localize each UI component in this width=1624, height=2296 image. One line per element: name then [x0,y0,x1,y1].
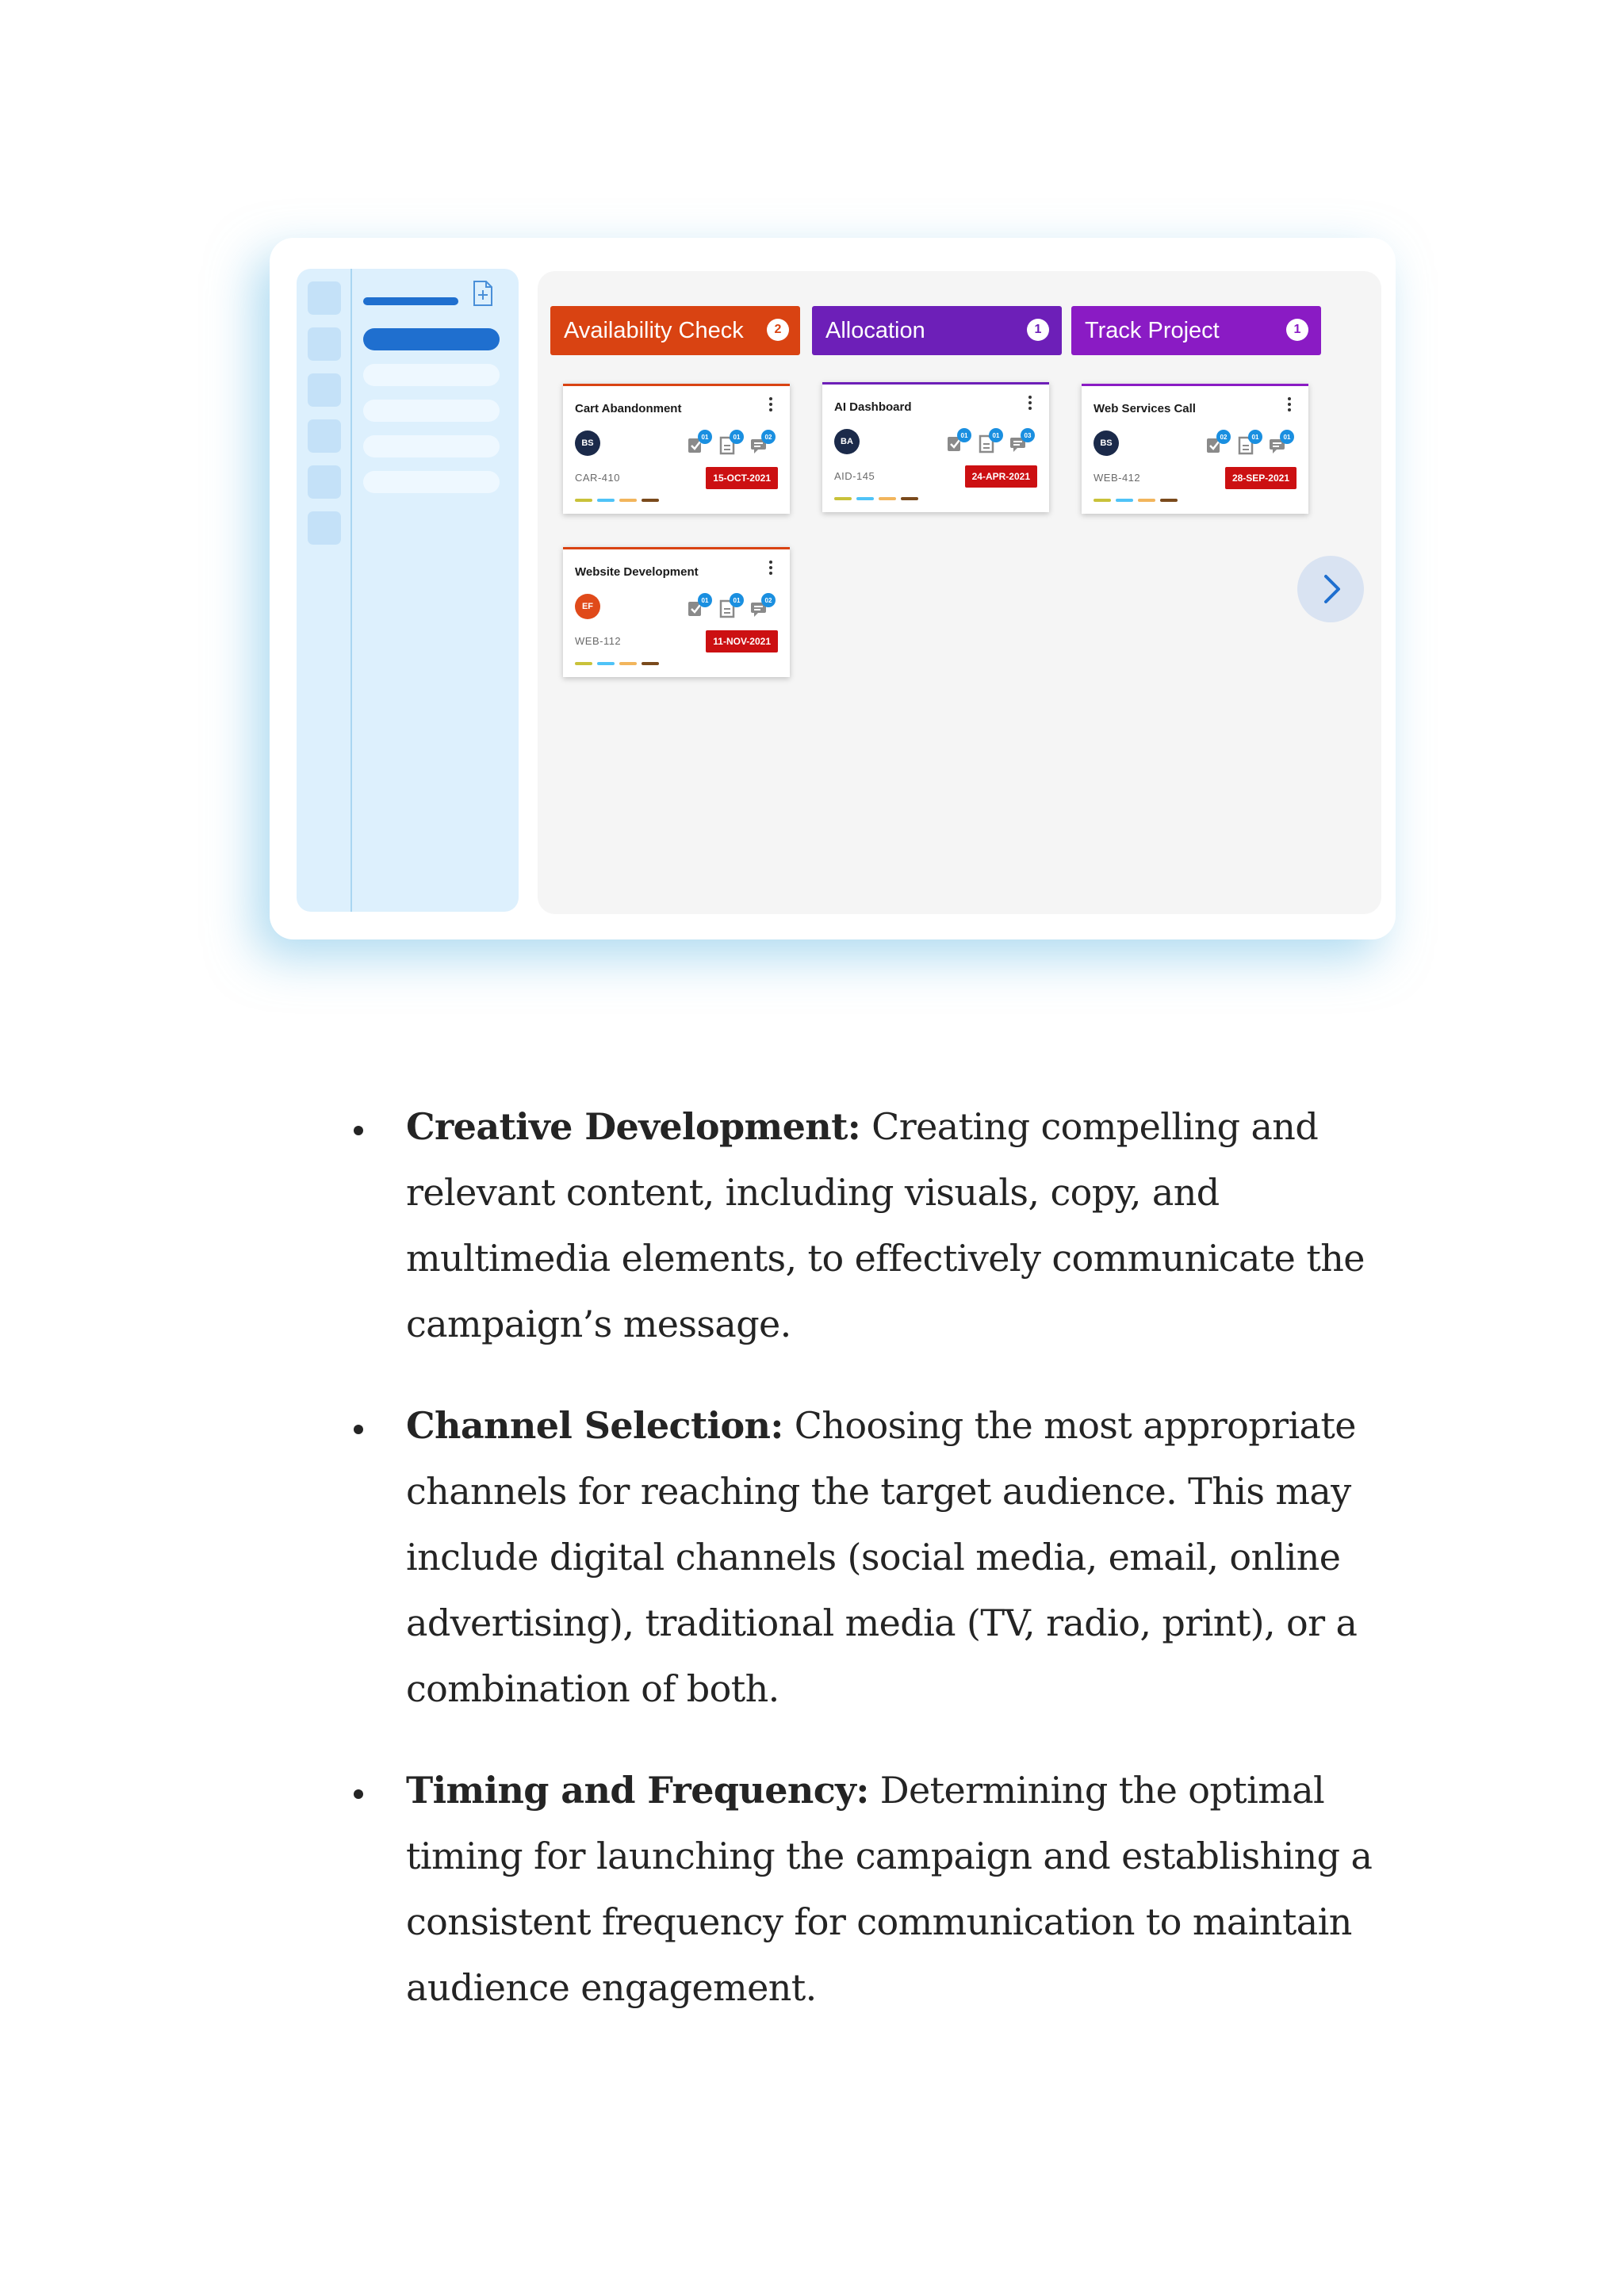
bullet-term: Channel Selection: [406,1404,783,1447]
card-title: Website Development [575,565,699,579]
bullet-text: Determining the optimal timing for launching the campaign and establishing a consistent frequency for communication to maintain audience engagement. [406,1769,1373,2009]
card-title: Web Services Call [1094,402,1196,415]
comment-icon[interactable] [1267,429,1296,457]
document-icon[interactable] [717,429,745,457]
list-item [343,1758,1389,2021]
next-page-button[interactable] [1297,556,1364,622]
bullet-term: Creative Development: [406,1105,861,1148]
bullet-dot [354,1789,363,1799]
due-date-badge: 11-NOV-2021 [706,630,778,652]
rail-icon[interactable] [308,373,341,407]
add-document-icon[interactable] [471,280,495,307]
task-card[interactable] [822,382,1049,512]
rail-icon[interactable] [308,419,341,453]
bullet-text: Creating compelling and relevant content, including visuals, copy, and multimedia elements, to effectively communicate the campaign’s message. [406,1105,1365,1345]
card-activity-icons [685,429,780,457]
card-activity-icons [1204,429,1299,457]
list-item [343,1393,1389,1722]
task-check-icon[interactable] [685,592,714,621]
mockup-sidebar [297,269,519,912]
card-code: AID-145 [834,470,875,482]
bullet-dot [354,1126,363,1135]
column-header-availability-check[interactable] [550,306,800,355]
svg-text:01: 01 [733,434,741,441]
svg-text:02: 02 [764,597,772,604]
chevron-right-icon [1297,556,1364,622]
svg-text:02: 02 [1220,434,1228,441]
card-title: AI Dashboard [834,400,912,414]
card-activity-icons [685,592,780,621]
avatar: BA [834,429,860,454]
sidebar-item[interactable] [363,364,500,386]
rail-icon[interactable] [308,281,341,315]
column-count-badge: 2 [767,319,789,341]
card-code: WEB-412 [1094,472,1141,484]
due-date-badge: 28-SEP-2021 [1225,467,1297,489]
sidebar-item[interactable] [363,435,500,457]
rail-icon[interactable] [308,327,341,361]
bullet-list [343,1094,1389,2057]
bullet-dot [354,1425,363,1434]
sidebar-heading-bar [363,297,458,305]
card-code: CAR-410 [575,472,620,484]
progress-dashes [575,662,662,665]
svg-text:01: 01 [701,434,709,441]
svg-text:03: 03 [1024,432,1032,439]
column-count-badge: 1 [1286,319,1308,341]
svg-text:02: 02 [764,434,772,441]
svg-text:01: 01 [733,597,741,604]
task-check-icon[interactable] [685,429,714,457]
card-activity-icons [944,427,1040,456]
sidebar-item-active[interactable] [363,328,500,350]
svg-text:01: 01 [701,597,709,604]
rail-icon[interactable] [308,465,341,499]
column-title: Track Project [1085,318,1220,343]
svg-text:01: 01 [960,432,968,439]
more-options-icon[interactable] [1286,396,1293,415]
list-item [343,1094,1389,1357]
comment-icon[interactable] [1008,427,1036,456]
more-options-icon[interactable] [768,396,774,415]
sidebar-rail [297,269,352,912]
task-check-icon[interactable] [1204,429,1232,457]
avatar: EF [575,594,600,619]
document-icon[interactable] [976,427,1005,456]
due-date-badge: 15-OCT-2021 [706,467,778,489]
svg-text:01: 01 [992,432,1000,439]
progress-dashes [1094,499,1181,502]
column-header-allocation[interactable] [812,306,1062,355]
progress-dashes [575,499,662,502]
sidebar-item[interactable] [363,471,500,493]
progress-dashes [834,497,921,500]
avatar: BS [575,430,600,456]
document-icon[interactable] [1235,429,1264,457]
column-count-badge: 1 [1027,319,1049,341]
card-code: WEB-112 [575,635,622,647]
due-date-badge: 24-APR-2021 [965,465,1037,488]
column-header-track-project[interactable] [1071,306,1321,355]
task-check-icon[interactable] [944,427,973,456]
svg-text:01: 01 [1251,434,1259,441]
more-options-icon[interactable] [1027,394,1033,413]
bullet-term: Timing and Frequency: [406,1769,869,1812]
document-icon[interactable] [717,592,745,621]
rail-icon[interactable] [308,511,341,545]
card-title: Cart Abandonment [575,402,682,415]
svg-text:01: 01 [1283,434,1291,441]
more-options-icon[interactable] [768,559,774,578]
task-card[interactable] [1082,384,1308,514]
sidebar-item[interactable] [363,400,500,422]
avatar: BS [1094,430,1119,456]
column-title: Availability Check [564,318,744,343]
task-card[interactable] [563,547,790,677]
comment-icon[interactable] [749,429,777,457]
task-card[interactable] [563,384,790,514]
bullet-text: Choosing the most appropriate channels for reaching the target audience. This may include digital channels (social media, email, online advertising), traditional media (TV, radio, print), or a combination of both. [406,1404,1358,1710]
comment-icon[interactable] [749,592,777,621]
column-title: Allocation [825,318,925,343]
